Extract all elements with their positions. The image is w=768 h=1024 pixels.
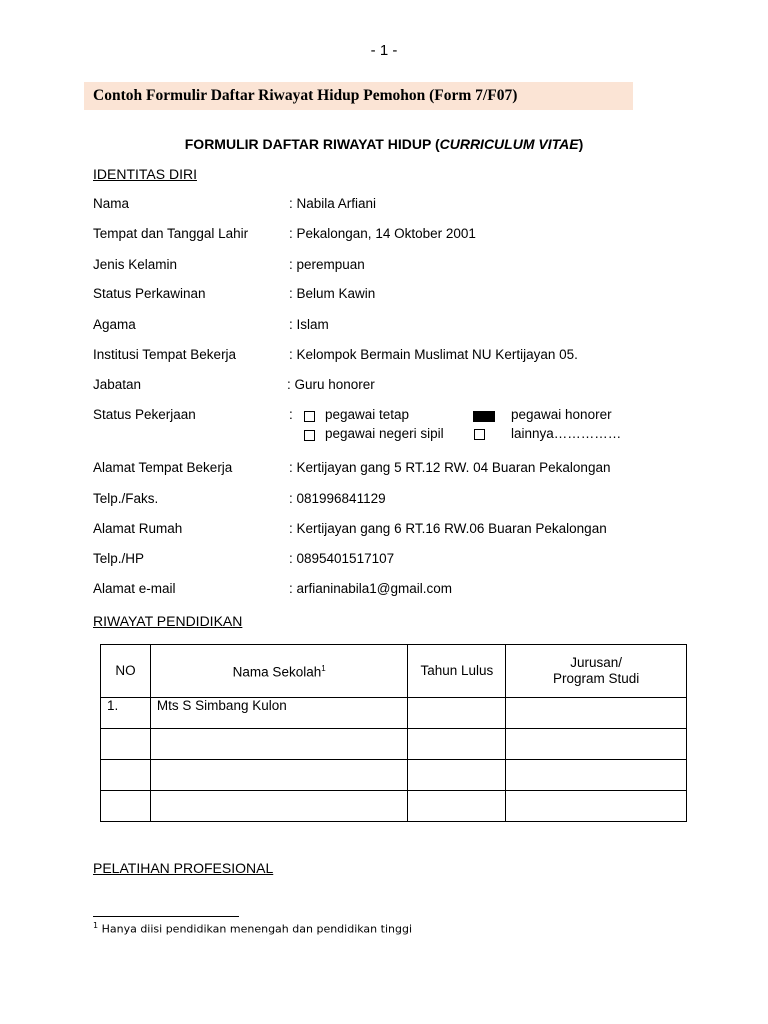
form-title xyxy=(0,136,768,152)
cell-jurusan xyxy=(506,760,687,791)
label-alamat-tempat-bekerja: Alamat Tempat Bekerja xyxy=(93,460,233,475)
header-tahun-lulus: Tahun Lulus xyxy=(408,645,506,698)
value-email: : arfianinabila1@gmail.com xyxy=(289,581,453,596)
label-alamat-rumah: Alamat Rumah xyxy=(93,521,183,536)
checkbox-pegawai-tetap[interactable] xyxy=(304,411,315,422)
section-identitas-heading: IDENTITAS DIRI xyxy=(93,166,197,182)
cell-nama-sekolah xyxy=(150,760,408,791)
label-jabatan: Jabatan xyxy=(93,377,142,392)
cell-nama-sekolah xyxy=(150,729,408,760)
form-title-main: FORMULIR DAFTAR RIWAYAT HIDUP ( xyxy=(184,136,440,152)
label-nama: Nama xyxy=(93,196,130,211)
value-telp-hp: : 0895401517107 xyxy=(289,551,395,566)
section-pendidikan-heading: RIWAYAT PENDIDIKAN xyxy=(93,613,243,629)
cell-jurusan xyxy=(506,729,687,760)
checkbox-pegawai-honorer-checked[interactable] xyxy=(473,411,495,422)
cell-tahun-lulus xyxy=(408,698,506,729)
cell-tahun-lulus xyxy=(408,760,506,791)
cell-jurusan xyxy=(506,698,687,729)
value-institusi: : Kelompok Bermain Muslimat NU Kertijayan 05. xyxy=(289,347,578,362)
page-number: - 1 - xyxy=(370,42,398,59)
checkbox-pegawai-negeri-sipil[interactable] xyxy=(304,430,315,441)
header-jurusan-line2: Program Studi xyxy=(552,671,640,686)
label-institusi: Institusi Tempat Bekerja xyxy=(93,347,237,362)
option-pegawai-tetap: pegawai tetap xyxy=(325,407,410,422)
cell-no xyxy=(101,791,151,822)
cell-no xyxy=(101,760,151,791)
footnote-divider xyxy=(93,916,239,917)
option-pegawai-honorer: pegawai honorer xyxy=(511,407,612,422)
header-jurusan-line1: Jurusan/ xyxy=(570,655,623,670)
option-pegawai-negeri-sipil: pegawai negeri sipil xyxy=(325,426,444,441)
header-nama-sekolah-text: Nama Sekolah xyxy=(232,664,322,680)
section-pelatihan-heading: PELATIHAN PROFESIONAL xyxy=(93,860,274,876)
value-agama: : Islam xyxy=(289,317,329,332)
label-telp-faks: Telp./Faks. xyxy=(93,491,159,506)
footnote xyxy=(93,921,412,936)
cell-nama-sekolah xyxy=(150,791,408,822)
form-title-end: ) xyxy=(578,136,584,152)
label-email: Alamat e-mail xyxy=(93,581,176,596)
label-telp-hp: Telp./HP xyxy=(93,551,145,566)
value-nama: : Nabila Arfiani xyxy=(289,196,377,211)
value-telp-faks: : 081996841129 xyxy=(289,491,386,506)
value-jenis-kelamin: : perempuan xyxy=(289,257,365,272)
value-status-perkawinan: : Belum Kawin xyxy=(289,286,376,301)
header-nama-sekolah xyxy=(150,645,408,698)
value-alamat-rumah: : Kertijayan gang 6 RT.16 RW.06 Buaran Pekalongan xyxy=(289,521,607,536)
option-lainnya: lainnya…………… xyxy=(511,426,622,441)
value-jabatan: : Guru honorer xyxy=(287,377,375,392)
table-row xyxy=(101,698,687,729)
education-table xyxy=(100,644,687,822)
footnote-ref: 1 xyxy=(321,664,326,674)
label-agama: Agama xyxy=(93,317,136,332)
label-status-pekerjaan: Status Pekerjaan xyxy=(93,407,196,422)
checkbox-lainnya[interactable] xyxy=(474,429,485,440)
label-ttl: Tempat dan Tanggal Lahir xyxy=(93,226,249,241)
cell-no xyxy=(101,729,151,760)
cell-nama-sekolah: Mts S Simbang Kulon xyxy=(150,698,408,729)
table-row xyxy=(101,760,687,791)
cell-jurusan xyxy=(506,791,687,822)
header-jurusan xyxy=(506,645,687,698)
header-no: NO xyxy=(101,645,151,698)
table-row xyxy=(101,729,687,760)
footnote-text: Hanya diisi pendidikan menengah dan pendidikan tinggi xyxy=(98,922,413,936)
label-jenis-kelamin: Jenis Kelamin xyxy=(93,257,178,272)
label-status-perkawinan: Status Perkawinan xyxy=(93,286,206,301)
table-header-row xyxy=(101,645,687,698)
cell-no: 1. xyxy=(101,698,151,729)
value-alamat-tempat-bekerja: : Kertijayan gang 5 RT.12 RW. 04 Buaran Pekalongan xyxy=(289,460,611,475)
table-row xyxy=(101,791,687,822)
form-banner: Contoh Formulir Daftar Riwayat Hidup Pemohon (Form 7/F07) xyxy=(84,82,633,110)
form-title-italic: CURRICULUM VITAE xyxy=(439,136,579,152)
colon-status-pekerjaan: : xyxy=(289,407,293,422)
cell-tahun-lulus xyxy=(408,791,506,822)
footnote-mark: 1 xyxy=(93,921,99,930)
cell-tahun-lulus xyxy=(408,729,506,760)
value-ttl: : Pekalongan, 14 Oktober 2001 xyxy=(289,226,476,241)
